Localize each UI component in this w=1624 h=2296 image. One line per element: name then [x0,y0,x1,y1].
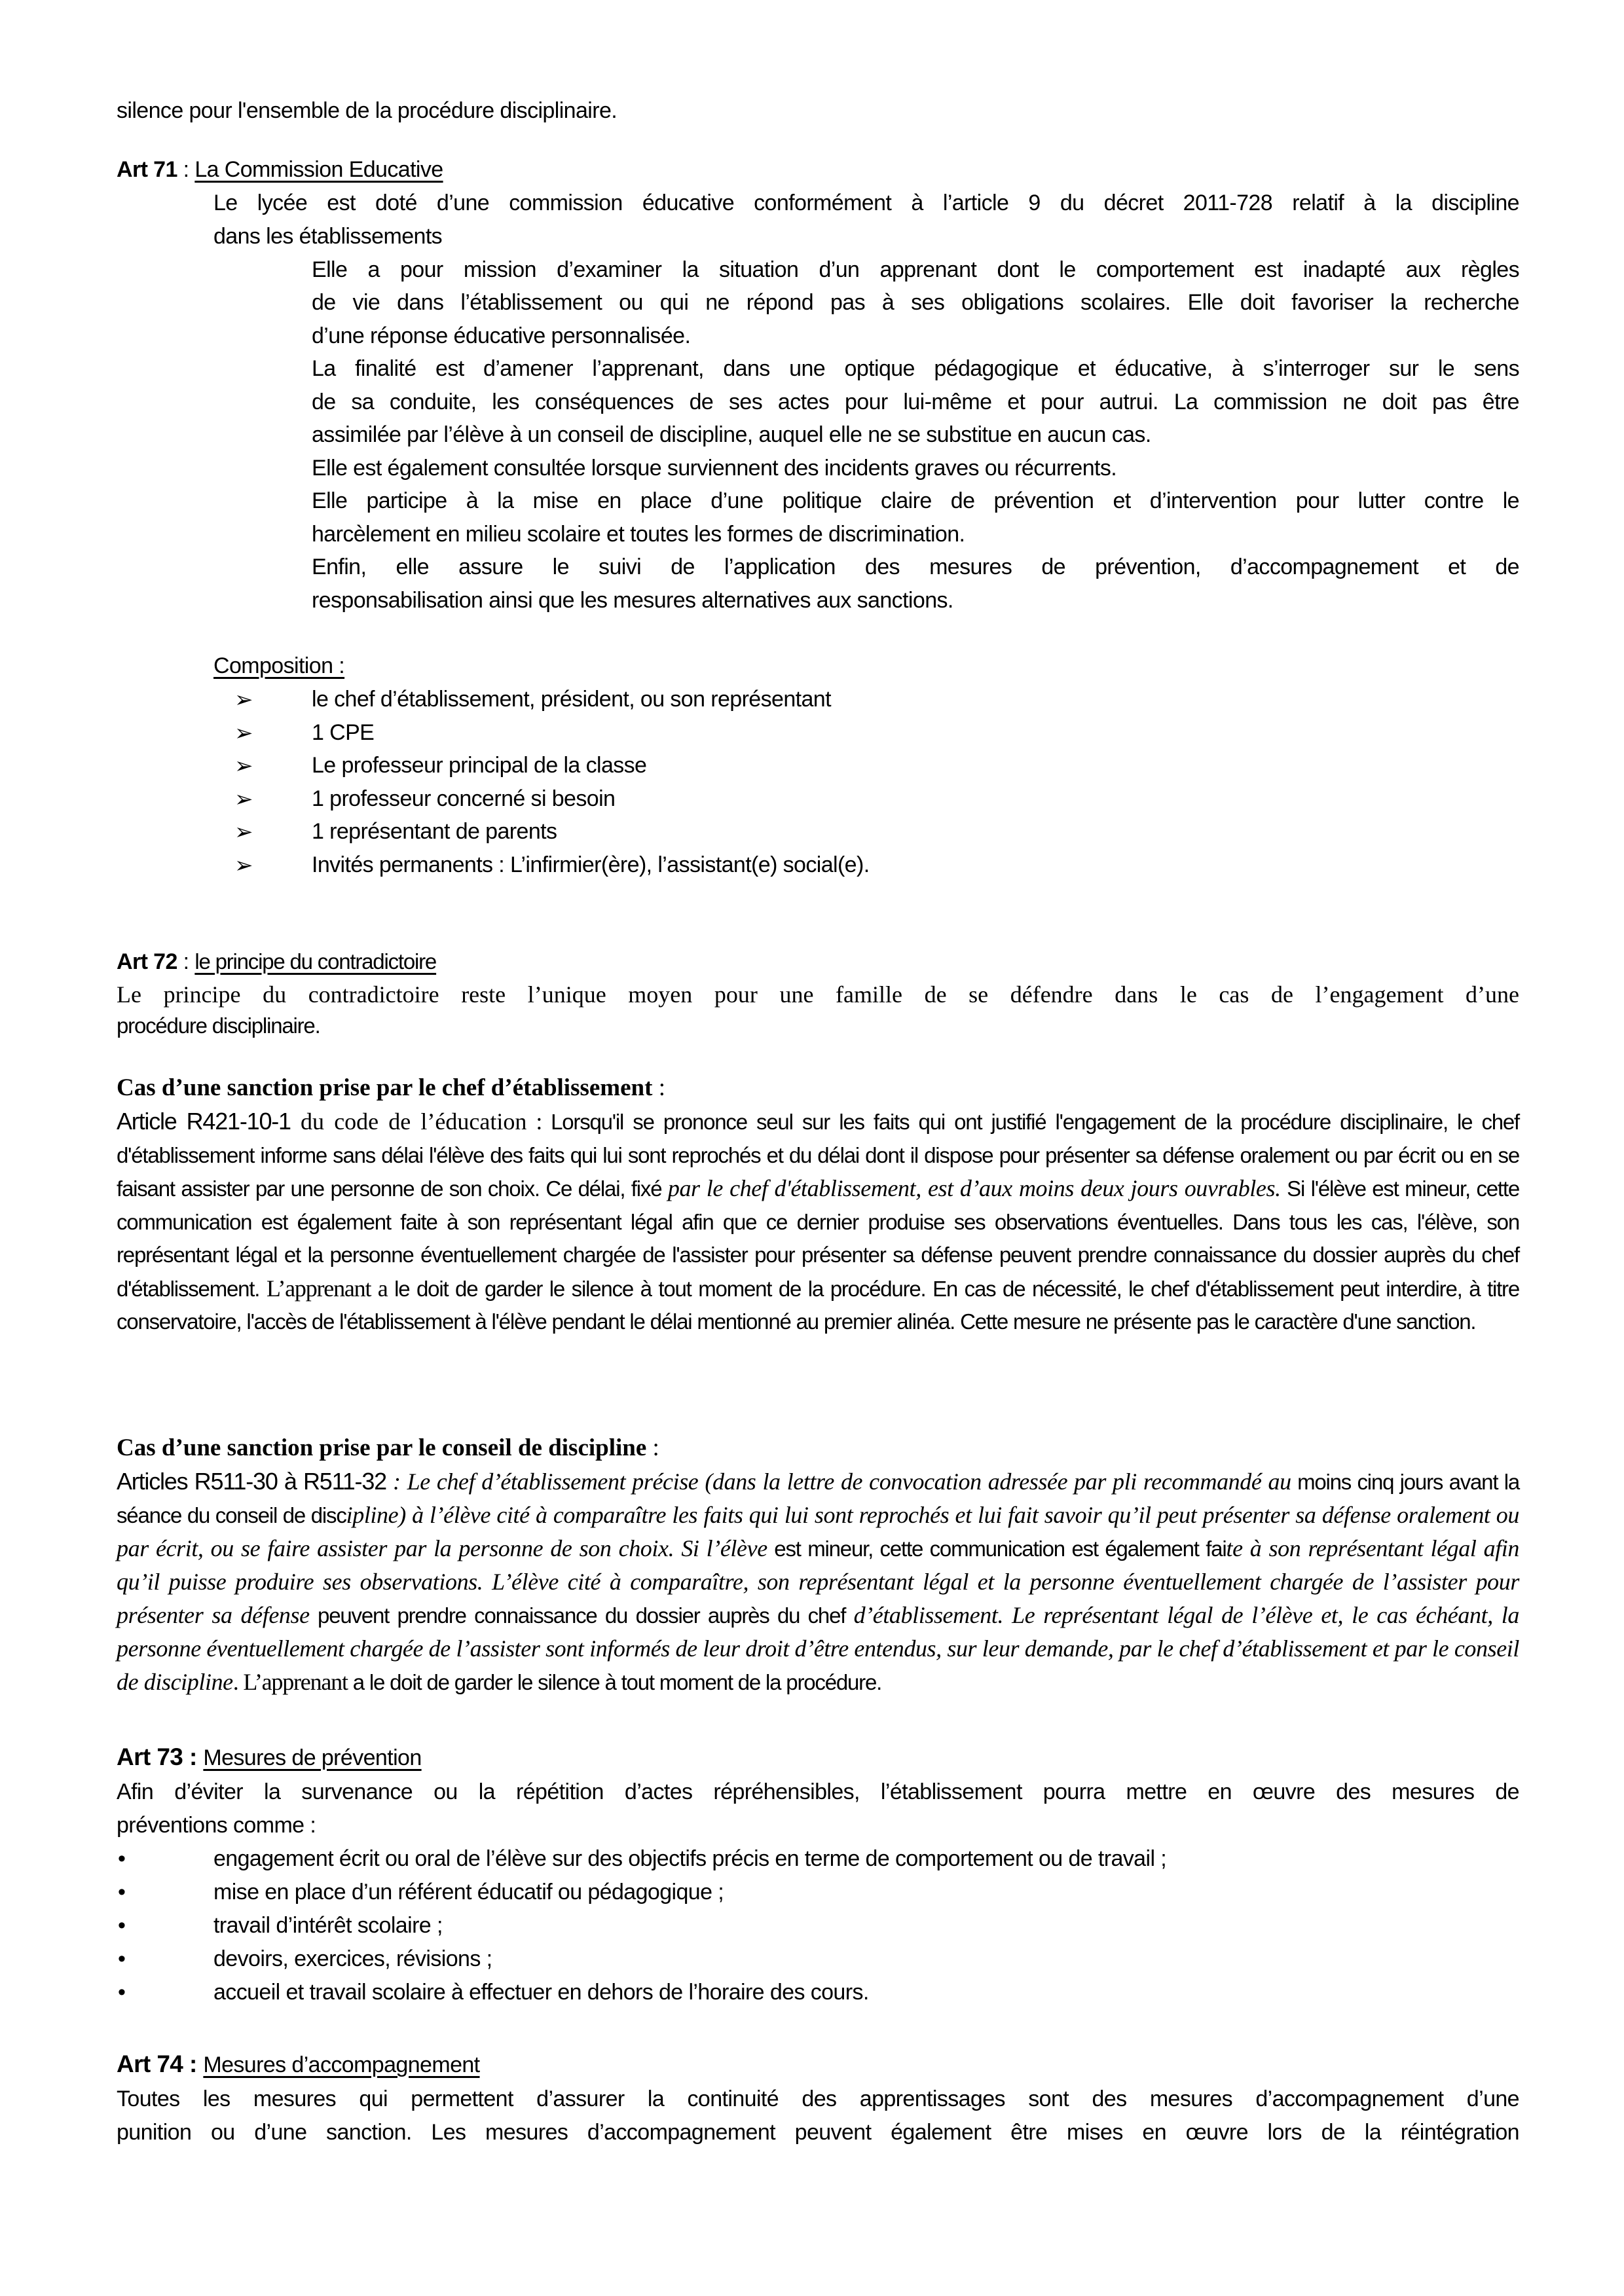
bullet-dot-icon: • [118,1980,126,2005]
art71-body-line: Elle participe à la mise en place d’une politique claire de prévention et d’intervention pour lutter contre le [312,488,1519,513]
conseil-sanction-paragraph [117,1465,1519,1699]
art73-label: Art 73 : [117,1743,197,1770]
composition-title: Composition : [213,653,345,678]
composition-item-text: Invités permanents : L’infirmier(ère), l’assistant(e) social(e). [312,852,870,877]
art72-intro-line-1: Le principe du contradictoire reste l’unique moyen pour une famille de se défendre dans le cas de l’engagement d’une [117,981,1519,1008]
arrow-bullet-icon: ➢ [234,820,253,845]
art74-label: Art 74 : [117,2050,197,2077]
conseil-text-italic-3: ipline) à l’élève cité à comparaître les faits qui lui sont reprochés et lui fait savoir qu’il peut présenter sa défense oralement ou par écrit, ou se faire assister par la personne de son choix. Si l’élève [117,1502,1519,1561]
conseil-text-9: a le doit de garder le silence à tout moment de la procédure. [347,1670,882,1694]
bullet-dot-icon: • [118,1913,126,1938]
art74-line-1: Toutes les mesures qui permettent d’assurer la continuité des apprentissages sont des mesures d’accompagnement d’une [117,2086,1519,2111]
arrow-bullet-icon: ➢ [234,853,253,878]
arrow-bullet-icon: ➢ [234,721,253,746]
prevention-item-text: travail d’intérêt scolaire ; [213,1913,443,1938]
art71-lead-line-1: Le lycée est doté d’une commission éducative conformément à l’article 9 du décret 2011-728 relatif à la discipline [213,191,1519,215]
art72-title: le principe du contradictoire [194,949,437,974]
art72-heading [117,949,436,975]
art71-body-line: de vie dans l’établissement ou qui ne répond pas à ses obligations scolaires. Elle doit favoriser la recherche [312,290,1519,315]
conseil-sanction-heading [117,1434,659,1462]
art73-intro-line-1: Afin d’éviter la survenance ou la répétition d’actes répréhensibles, l’établissement pourra mettre en œuvre des mesures de [117,1779,1519,1804]
conseil-text-4: est mineur, cette communication est également fai [767,1537,1227,1561]
conseil-text-italic-1: : Le chef d’établissement précise (dans la lettre de convocation adressée par pli recommandé au [386,1468,1291,1495]
art74-line-2: punition ou d’une sanction. Les mesures d’accompagnement peuvent également être mises en œuvre lors de la réintégration [117,2120,1519,2145]
prevention-item-text: devoirs, exercices, révisions ; [213,1946,492,1971]
chef-text-1: Lorsqu'il se prononce seul sur les faits qui ont justifié l'engagement de la procédure disciplinaire, le chef d'établissement informe sans délai l'élève des faits qui lui sont reprochés et du délai dont il dispose pour présenter sa défense oralement ou par écrit ou en se faisant assister par une personne de son choix. Ce délai, fixé [117,1110,1520,1201]
art71-body-line: d’une réponse éducative personnalisée. [312,323,691,348]
arrow-bullet-icon: ➢ [234,687,253,712]
chef-sanction-paragraph [117,1105,1519,1339]
prevention-item-text: engagement écrit ou oral de l’élève sur des objectifs précis en terme de comportement ou de travail ; [213,1846,1167,1871]
chef-article-source: du code de l’éducation [290,1108,527,1135]
bullet-dot-icon: • [118,1946,126,1971]
art71-title: La Commission Educative [194,157,443,182]
art74-heading [117,2050,480,2078]
conseil-text-italic-5: te à son représentant légal afin qu’il puisse produire ses observations. L’élève cité à comparaître, son représentant légal et la personne éventuellement chargée de l’assister pour présenter sa défense [117,1535,1520,1628]
conseil-text-serif: . L’apprenant [232,1669,348,1695]
art71-body-line: Elle est également consultée lorsque surviennent des incidents graves ou récurrents. [312,456,1117,481]
art71-body-line: assimilée par l’élève à un conseil de discipline, auquel elle ne se substitue en aucun cas. [312,422,1151,447]
conseil-text-italic-7: d’établissement. Le représentant légal de l’élève et, le cas échéant, la personne éventuellement chargée de l’assister sont informés de leur droit d’être entendus, sur leur demande, par le chef d’établissement et par le conseil de discipline [117,1602,1519,1695]
intro-tail-text: silence pour l'ensemble de la procédure disciplinaire. [117,98,618,123]
art71-body-line: harcèlement en milieu scolaire et toutes les formes de discrimination. [312,522,965,547]
conseil-article-ref: Articles R511-30 à R511-32 [117,1468,386,1495]
chef-article-ref: Article R421-10-1 [117,1108,291,1135]
conseil-sanction-heading-colon: : [646,1434,659,1461]
art71-sep: : [177,157,195,182]
art71-body-line: La finalité est d’amener l’apprenant, dans une optique pédagogique et éducative, à s’interroger sur le sens [312,356,1519,381]
art73-heading [117,1743,422,1771]
art71-heading [117,157,443,183]
arrow-bullet-icon: ➢ [234,787,253,812]
art71-body-line: de sa conduite, les conséquences de ses actes pour lui-même et pour autrui. La commission ne doit pas être [312,390,1519,414]
conseil-text-6: peuvent prendre connaissance du dossier auprès du chef [309,1603,854,1628]
chef-sanction-heading-colon: : [652,1074,665,1101]
art72-intro-line-2: procédure disciplinaire. [117,1013,320,1038]
chef-text-5: le doit de garder le silence à tout moment de la procédure. En cas de nécessité, le chef d'établissement peut interdire, à titre conservatoire, l'accès de l'établissement à l'élève pendant le délai mentionné au premier alinéa. Cette mesure ne présente pas le caractère d'une sanction. [117,1276,1519,1334]
art72-label: Art 72 [117,949,177,974]
chef-sanction-heading-text: Cas d’une sanction prise par le chef d’établissement [117,1074,653,1101]
arrow-bullet-icon: ➢ [234,754,253,778]
composition-item-text: 1 CPE [312,720,375,745]
composition-item-text: 1 professeur concerné si besoin [312,786,616,811]
bullet-dot-icon: • [118,1846,126,1871]
chef-text-italic: par le chef d'établissement, est d’aux moins deux jours ouvrables. [667,1175,1281,1201]
composition-item-text: Le professeur principal de la classe [312,753,647,778]
prevention-item-text: accueil et travail scolaire à effectuer en dehors de l’horaire des cours. [213,1980,869,2005]
conseil-text-2: moins cinq jours avant la séance du conseil de disc [117,1470,1519,1527]
chef-text-3: Si l'élève est mineur, cette communication est également faite à son représentant légal afin que ce dernier produise ses observations éventuelles. Dans tous les cas, l'élève, son représentant légal et la personne éventuellement chargée de l'assister pour présenter sa défense peuvent prendre connaissance du dossier auprès du chef d'établissement. [117,1176,1519,1301]
conseil-sanction-heading-text: Cas d’une sanction prise par le conseil de discipline [117,1434,647,1461]
art73-intro-line-2: préventions comme : [117,1813,316,1838]
composition-item-text: 1 représentant de parents [312,819,557,844]
art74-title: Mesures d’accompagnement [203,2052,480,2077]
art72-sep: : [177,949,195,974]
art71-body-line: responsabilisation ainsi que les mesures alternatives aux sanctions. [312,588,953,613]
chef-article-colon: : [526,1108,551,1135]
art71-body-line: Elle a pour mission d’examiner la situation d’un apprenant dont le comportement est inadapté aux règles [312,257,1519,282]
art73-title: Mesures de prévention [203,1745,422,1770]
chef-sanction-heading [117,1074,665,1102]
composition-item-text: le chef d’établissement, président, ou son représentant [312,687,831,712]
prevention-item-text: mise en place d’un référent éducatif ou pédagogique ; [213,1880,724,1904]
bullet-dot-icon: • [118,1880,126,1904]
art71-label: Art 71 [117,157,177,182]
chef-text-serif: L’apprenant a [266,1275,388,1302]
art71-lead-line-2: dans les établissements [213,224,443,249]
art71-body-line: Enfin, elle assure le suivi de l’application des mesures de prévention, d’accompagnement et de [312,555,1519,579]
